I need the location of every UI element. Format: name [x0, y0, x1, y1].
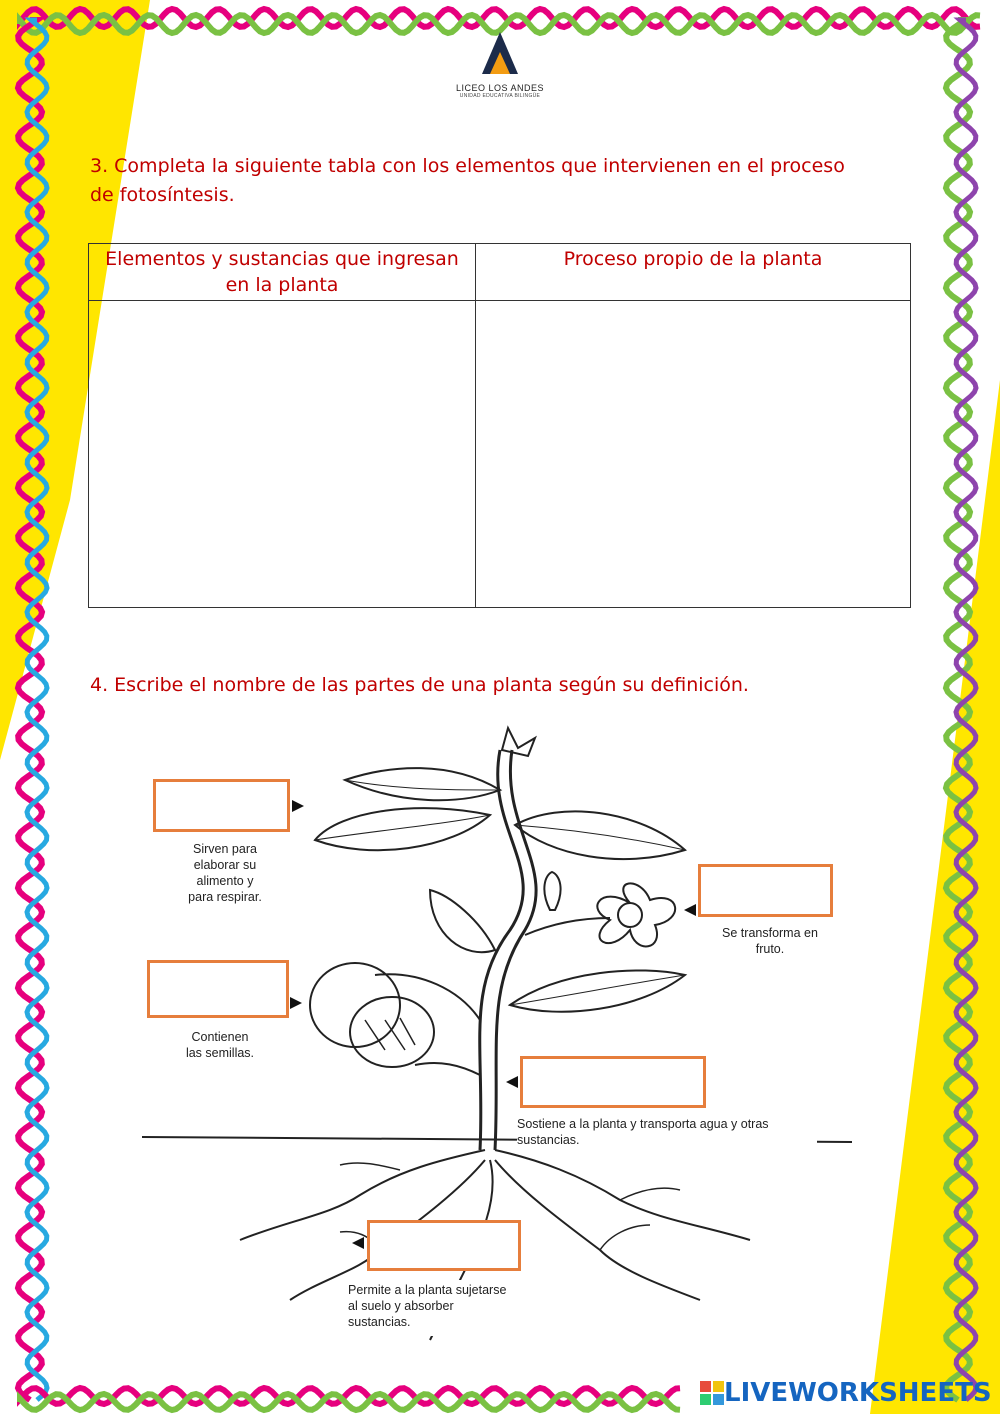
top-bud — [502, 728, 535, 756]
flower-bud — [544, 872, 560, 910]
fruit-tomato-whole — [310, 963, 400, 1047]
flower-branch — [525, 918, 610, 935]
definition-flower — [710, 925, 830, 957]
table-header-process: Proceso propio de la planta — [476, 244, 911, 301]
answer-box-root[interactable] — [367, 1220, 521, 1271]
liveworksheets-logo-icon — [700, 1381, 724, 1405]
table-header-elements — [89, 244, 476, 301]
answer-box-stem[interactable] — [520, 1056, 706, 1108]
wave-bottom-pink — [20, 1388, 680, 1404]
arrow-left-icon — [506, 1076, 518, 1088]
definition-root — [340, 1280, 542, 1336]
flower-center — [618, 903, 642, 927]
definition-root-line-1: Permite a la planta sujetarse — [348, 1283, 507, 1297]
definition-leaves-line-3: alimento y — [196, 874, 254, 888]
definition-root-line-2: al suelo y absorber — [348, 1299, 454, 1313]
answer-cell-elements[interactable] — [89, 301, 476, 608]
definition-leaves-line-4: para respirar. — [188, 890, 262, 904]
answer-box-flower[interactable] — [698, 864, 833, 917]
answer-box-fruit[interactable] — [147, 960, 289, 1018]
arrow-right-icon — [292, 800, 304, 812]
definition-fruit-line-2: las semillas. — [185, 1046, 255, 1060]
arrow-right-icon — [290, 997, 302, 1009]
root-right — [495, 1150, 750, 1240]
school-subtitle: UNIDAD EDUCATIVA BILINGÜE — [459, 93, 541, 99]
definition-stem — [517, 1116, 817, 1148]
leaf-right — [515, 811, 685, 859]
definition-leaves — [170, 841, 280, 905]
question-3-heading — [90, 152, 920, 210]
school-logo — [440, 30, 560, 99]
definition-stem-line-2: sustancias. — [517, 1133, 580, 1147]
brand-text: LIVEWORKSHEETS — [724, 1378, 992, 1408]
fruit-tomato-cut — [350, 997, 434, 1067]
definition-root-line-3: sustancias. — [348, 1315, 411, 1329]
header-elements-line-1: Elementos y sustancias que ingresan — [105, 248, 459, 270]
header-elements-line-2: en la planta — [225, 274, 339, 296]
root-right-lower — [495, 1160, 700, 1300]
liveworksheets-brand — [700, 1378, 992, 1408]
definition-fruit-line-1: Contienen — [191, 1030, 249, 1044]
definition-leaves-line-1: Sirven para — [193, 842, 257, 856]
leaf-left — [315, 808, 490, 850]
answer-box-leaves[interactable] — [153, 779, 290, 832]
lower-leaf — [415, 1063, 480, 1075]
question-4-heading: 4. Escribe el nombre de las partes de una planta según su definición. — [90, 674, 749, 696]
definition-leaves-line-2: elaborar su — [193, 858, 257, 872]
definition-fruit — [170, 1029, 270, 1061]
definition-flower-line-2: fruto. — [755, 942, 785, 956]
mountain-triangle-icon — [480, 30, 520, 76]
question-3-line-1: 3. Completa la siguiente tabla con los elementos que intervienen en el proceso — [90, 155, 845, 177]
question-3-line-2: de fotosíntesis. — [90, 184, 235, 206]
leaf-middle-right — [510, 970, 685, 1011]
wave-bottom-green — [20, 1394, 680, 1410]
photosynthesis-table — [88, 243, 911, 608]
answer-cell-process[interactable] — [476, 301, 911, 608]
arrow-left-icon — [352, 1237, 364, 1249]
school-name: LICEO LOS ANDES — [455, 83, 545, 93]
definition-flower-line-1: Se transforma en — [722, 926, 818, 940]
definition-stem-line-1: Sostiene a la planta y transporta agua y otras — [517, 1117, 769, 1131]
flower — [597, 883, 675, 946]
tomato-seeds — [365, 1018, 415, 1050]
arrow-left-icon — [684, 904, 696, 916]
leaf-middle-left — [430, 890, 495, 952]
